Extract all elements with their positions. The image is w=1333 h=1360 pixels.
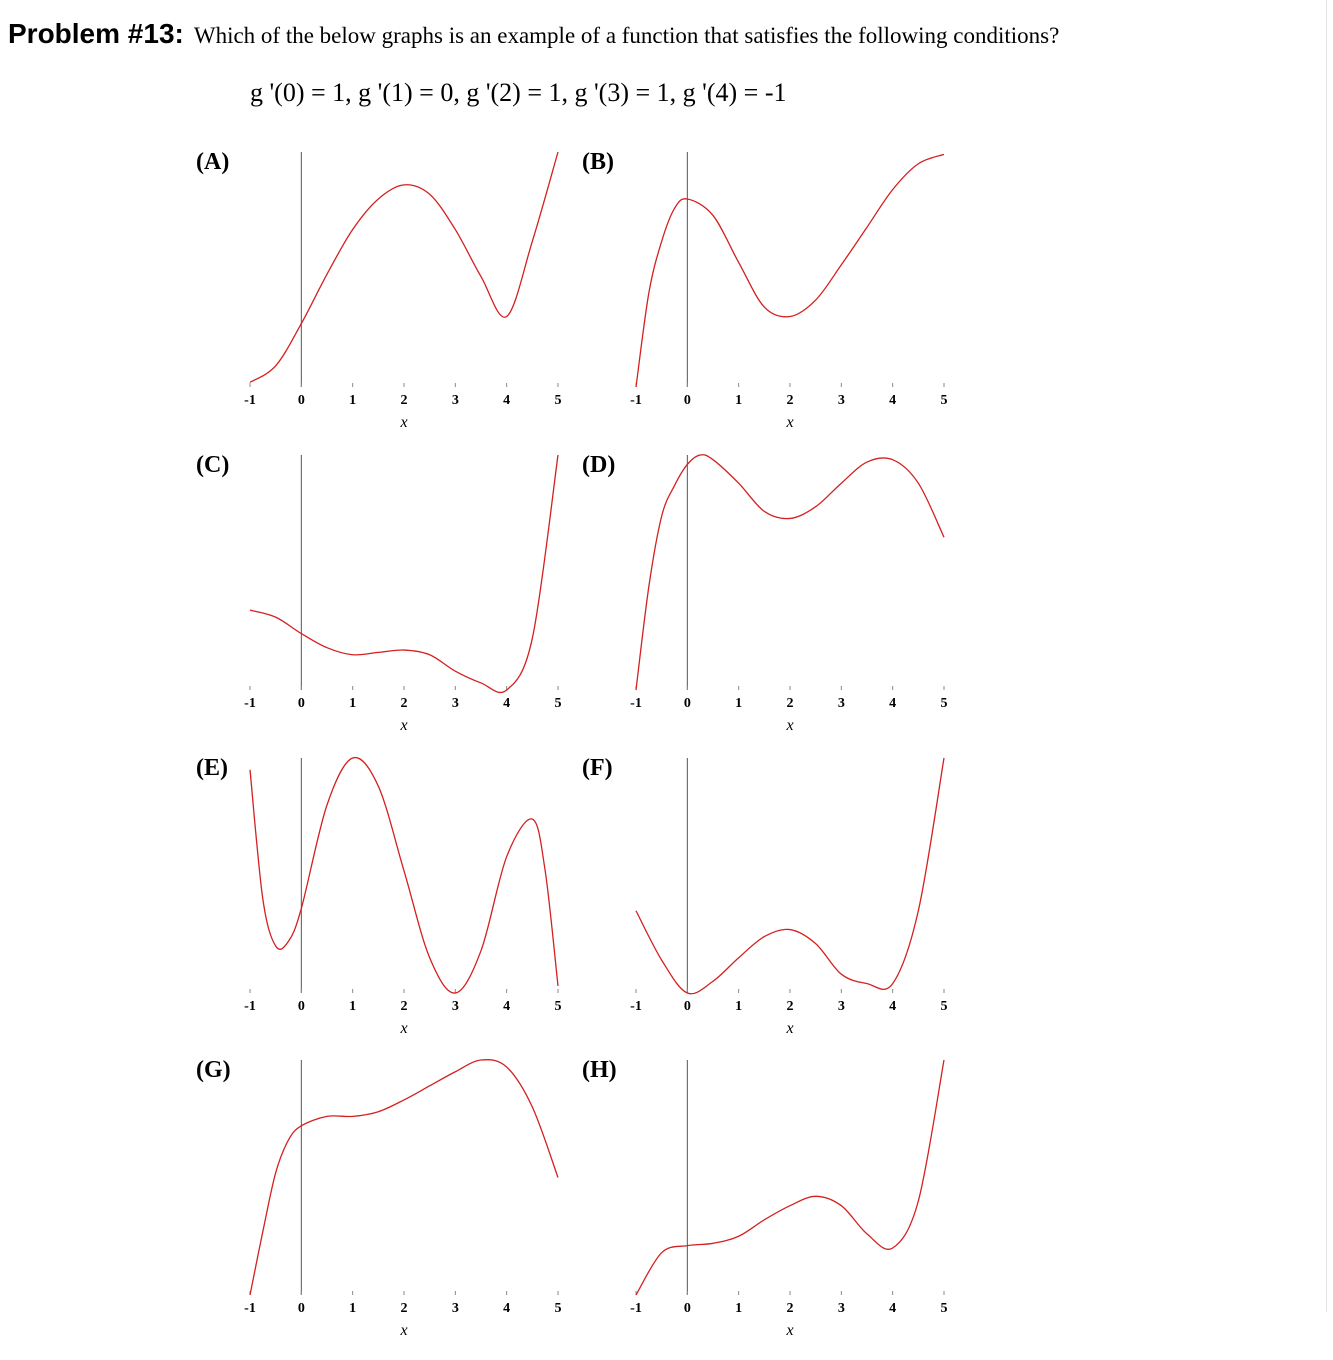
x-tick-label: 3 bbox=[451, 999, 459, 1014]
graph-C-label: (C) bbox=[196, 452, 230, 478]
x-tick-label: 4 bbox=[503, 393, 511, 408]
graph-C[interactable] bbox=[240, 455, 570, 755]
x-axis-title: x bbox=[786, 1322, 794, 1339]
graph-E-label: (E) bbox=[196, 755, 228, 781]
x-tick-label: -1 bbox=[630, 999, 642, 1014]
graph-H-label: (H) bbox=[582, 1057, 617, 1083]
x-tick-label: 1 bbox=[349, 393, 357, 408]
graph-E[interactable] bbox=[240, 758, 570, 1058]
x-tick-label: 5 bbox=[554, 999, 562, 1014]
x-tick-label: 3 bbox=[837, 393, 845, 408]
function-curve bbox=[636, 154, 944, 387]
x-tick-label: 0 bbox=[297, 1301, 305, 1316]
function-curve bbox=[250, 152, 558, 382]
x-tick-label: 4 bbox=[889, 999, 897, 1014]
x-axis-title: x bbox=[400, 1020, 408, 1037]
x-tick-label: 3 bbox=[837, 696, 845, 711]
x-axis-title: x bbox=[400, 717, 408, 734]
x-tick-label: 3 bbox=[451, 696, 459, 711]
problem-header bbox=[8, 18, 1059, 50]
x-tick-label: 1 bbox=[735, 999, 743, 1014]
x-tick-label: 5 bbox=[940, 696, 948, 711]
x-tick-label: 1 bbox=[735, 393, 743, 408]
x-tick-label: -1 bbox=[630, 393, 642, 408]
graph-B[interactable] bbox=[626, 152, 956, 452]
problem-question: Which of the below graphs is an example of a function that satisfies the following conditions? bbox=[193, 23, 1060, 48]
x-tick-label: 2 bbox=[786, 1301, 794, 1316]
graph-A-label: (A) bbox=[196, 149, 230, 175]
x-axis-title: x bbox=[786, 414, 794, 431]
x-tick-label: 2 bbox=[400, 393, 408, 408]
x-tick-label: 2 bbox=[786, 393, 794, 408]
x-axis-title: x bbox=[400, 414, 408, 431]
x-tick-label: 2 bbox=[786, 999, 794, 1014]
x-tick-label: 0 bbox=[683, 696, 691, 711]
x-tick-label: 2 bbox=[400, 696, 408, 711]
x-tick-label: 0 bbox=[297, 696, 305, 711]
x-tick-label: 0 bbox=[683, 999, 691, 1014]
x-tick-label: 0 bbox=[683, 1301, 691, 1316]
x-tick-label: 3 bbox=[451, 1301, 459, 1316]
x-tick-label: -1 bbox=[244, 999, 256, 1014]
graph-B-label: (B) bbox=[582, 149, 614, 175]
x-tick-label: 1 bbox=[349, 999, 357, 1014]
x-tick-label: 1 bbox=[735, 696, 743, 711]
x-tick-label: 5 bbox=[940, 999, 948, 1014]
x-tick-label: 5 bbox=[554, 696, 562, 711]
x-axis-title: x bbox=[786, 717, 794, 734]
x-tick-label: 2 bbox=[400, 1301, 408, 1316]
x-tick-label: -1 bbox=[630, 696, 642, 711]
x-tick-label: 5 bbox=[940, 1301, 948, 1316]
graph-F-label: (F) bbox=[582, 755, 613, 781]
x-tick-label: 3 bbox=[451, 393, 459, 408]
x-tick-label: 0 bbox=[297, 393, 305, 408]
function-curve bbox=[636, 455, 944, 690]
x-tick-label: 0 bbox=[297, 999, 305, 1014]
graph-H[interactable] bbox=[626, 1060, 956, 1360]
x-tick-label: 4 bbox=[503, 1301, 511, 1316]
x-tick-label: 1 bbox=[735, 1301, 743, 1316]
graph-F[interactable] bbox=[626, 758, 956, 1058]
x-tick-label: 1 bbox=[349, 1301, 357, 1316]
function-curve bbox=[250, 1060, 558, 1295]
x-tick-label: 5 bbox=[940, 393, 948, 408]
x-tick-label: 2 bbox=[400, 999, 408, 1014]
x-tick-label: -1 bbox=[244, 393, 256, 408]
x-tick-label: 3 bbox=[837, 1301, 845, 1316]
x-tick-label: 4 bbox=[503, 696, 511, 711]
function-curve bbox=[636, 758, 944, 994]
derivative-conditions: g '(0) = 1, g '(1) = 0, g '(2) = 1, g '(3) = 1, g '(4) = -1 bbox=[250, 78, 787, 107]
x-tick-label: 4 bbox=[503, 999, 511, 1014]
function-curve bbox=[636, 1060, 944, 1295]
x-tick-label: 4 bbox=[889, 393, 897, 408]
x-tick-label: -1 bbox=[244, 696, 256, 711]
x-tick-label: 3 bbox=[837, 999, 845, 1014]
function-curve bbox=[250, 455, 558, 692]
page-edge-rule bbox=[1326, 0, 1327, 1312]
x-axis-title: x bbox=[786, 1020, 794, 1037]
x-tick-label: 0 bbox=[683, 393, 691, 408]
graph-G-label: (G) bbox=[196, 1057, 231, 1083]
graph-G[interactable] bbox=[240, 1060, 570, 1360]
x-tick-label: 5 bbox=[554, 393, 562, 408]
function-curve bbox=[250, 758, 558, 994]
x-tick-label: -1 bbox=[244, 1301, 256, 1316]
x-tick-label: 4 bbox=[889, 696, 897, 711]
graph-D-label: (D) bbox=[582, 452, 616, 478]
graph-D[interactable] bbox=[626, 455, 956, 755]
problem-label: Problem #13: bbox=[8, 18, 184, 49]
x-axis-title: x bbox=[400, 1322, 408, 1339]
x-tick-label: 2 bbox=[786, 696, 794, 711]
x-tick-label: 4 bbox=[889, 1301, 897, 1316]
graph-A[interactable] bbox=[240, 152, 570, 452]
x-tick-label: 1 bbox=[349, 696, 357, 711]
x-tick-label: -1 bbox=[630, 1301, 642, 1316]
x-tick-label: 5 bbox=[554, 1301, 562, 1316]
